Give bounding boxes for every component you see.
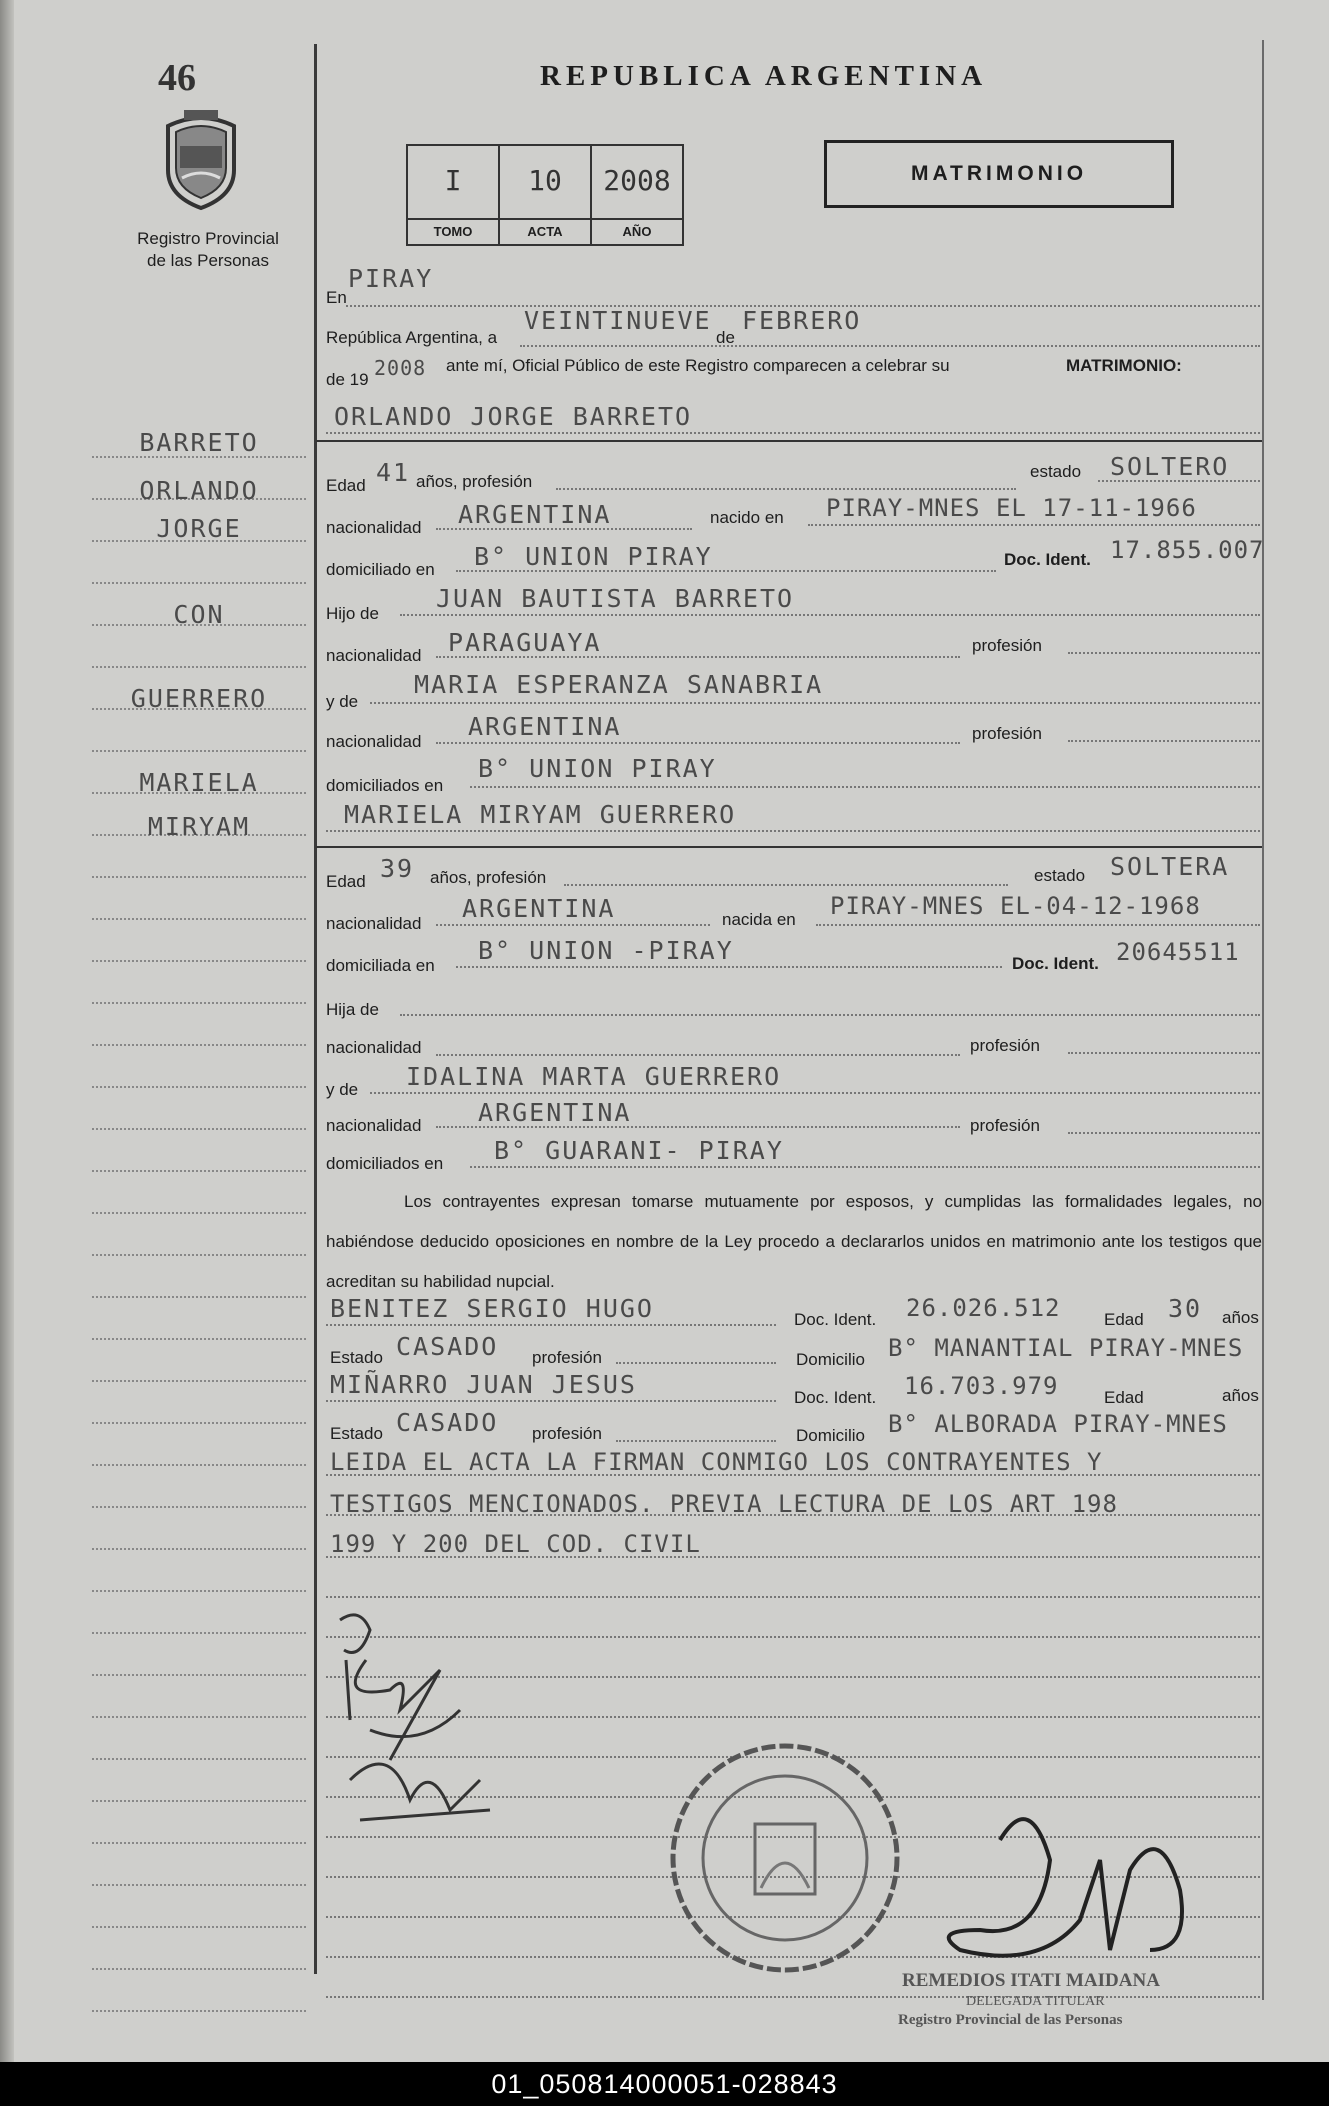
right-border	[1262, 40, 1264, 2000]
domiciliado-en-label: domiciliado en	[326, 560, 435, 579]
c2-estado: SOLTERA	[1110, 852, 1230, 881]
t2-domicilio: B° ALBORADA PIRAY-MNES	[888, 1410, 1228, 1438]
profesion-label: profesión	[972, 724, 1042, 743]
c1-padre: JUAN BAUTISTA BARRETO	[436, 584, 795, 613]
c2-edad: 39	[380, 854, 415, 883]
official-name: REMEDIOS ITATI MAIDANA	[902, 1970, 1160, 1991]
nacionalidad-label: nacionalidad	[326, 914, 422, 933]
margin-rule	[92, 1464, 306, 1466]
body-rule	[326, 1556, 1260, 1558]
margin-rule	[92, 960, 306, 962]
t2-name: MIÑARRO JUAN JESUS	[330, 1370, 637, 1399]
acta-value: 10	[528, 164, 562, 197]
margin-rule	[92, 1044, 306, 1046]
c2-doc: 20645511	[1116, 938, 1240, 966]
domiciliados-en-label: domiciliados en	[326, 1154, 444, 1173]
margin-rule	[92, 1170, 306, 1172]
profesion-label: profesión	[972, 636, 1042, 655]
intro-text: ante mí, Oficial Público de este Registro comparecen a celebrar su	[446, 356, 950, 375]
margin-name: JORGE	[156, 514, 242, 543]
official-registry: Registro Provincial de las Personas	[898, 2012, 1123, 2028]
margin-rule	[92, 1758, 306, 1760]
t2-estado: CASADO	[396, 1408, 499, 1437]
de-label: de	[716, 328, 735, 347]
profesion-label: profesión	[532, 1348, 602, 1367]
footer-id: 01_050814000051-028843	[0, 2062, 1329, 2106]
profesion-label: profesión	[532, 1424, 602, 1443]
margin-rule	[92, 1926, 306, 1928]
margin-name: GUERRERO	[130, 684, 268, 713]
c1-nacionalidad: ARGENTINA	[458, 500, 612, 529]
anio-label: AÑO	[592, 218, 682, 244]
margin-rule	[92, 1716, 306, 1718]
t1-edad: 30	[1168, 1294, 1203, 1323]
margin-rule	[92, 1884, 306, 1886]
c1-estado: SOLTERO	[1110, 452, 1230, 481]
body-rule	[326, 1996, 1260, 1998]
margin-rule	[92, 1632, 306, 1634]
profesion-label: profesión	[970, 1116, 1040, 1135]
margin-rule	[92, 582, 306, 584]
nacionalidad-label: nacionalidad	[326, 646, 422, 665]
margin-rule	[92, 1422, 306, 1424]
estado-label: estado	[1034, 866, 1086, 885]
document-type-box: MATRIMONIO	[824, 140, 1174, 208]
margin-divider	[314, 44, 317, 1974]
margin-rule	[92, 1086, 306, 1088]
registry-label-line-2: de las Personas	[147, 251, 269, 270]
page-title: REPUBLICA ARGENTINA	[540, 60, 988, 92]
margin-rule	[92, 1254, 306, 1256]
de19-label: de 19	[326, 370, 369, 389]
c2-nacionalidad: ARGENTINA	[462, 894, 616, 923]
domicilio-label: Domicilio	[796, 1350, 865, 1369]
margin-rule	[92, 666, 306, 668]
t1-name: BENITEZ SERGIO HUGO	[330, 1294, 654, 1323]
provincial-registry-seal-icon	[160, 108, 242, 212]
domicilio-label: Domicilio	[796, 1426, 865, 1445]
margin-name: BARRETO	[139, 428, 259, 457]
margin-rule	[92, 1548, 306, 1550]
margin-rule	[92, 1968, 306, 1970]
edad-label: Edad	[1104, 1388, 1144, 1407]
margin-name: MARIELA	[139, 768, 259, 797]
edad-label: Edad	[1104, 1310, 1144, 1329]
anio-cell	[592, 146, 682, 244]
closing-line: 199 Y 200 DEL COD. CIVIL	[330, 1530, 701, 1558]
anio-written: 2008	[374, 356, 427, 380]
c2-padres-domicilio: B° GUARANI- PIRAY	[494, 1136, 784, 1165]
margin-rule	[92, 1128, 306, 1130]
domiciliada-en-label: domiciliada en	[326, 956, 435, 975]
y-de-label: y de	[326, 1080, 359, 1099]
book-binding	[0, 0, 14, 2062]
estado-label: Estado	[330, 1424, 383, 1443]
margin-rule	[92, 1842, 306, 1844]
anos-label: años	[1222, 1308, 1259, 1327]
margin-name: ORLANDO	[139, 476, 259, 505]
margin-rule	[92, 918, 306, 920]
doc-ident-label: Doc. Ident.	[1004, 550, 1091, 569]
nacionalidad-label: nacionalidad	[326, 518, 422, 537]
edad-label: Edad	[326, 872, 366, 891]
c1-madre: MARIA ESPERANZA SANABRIA	[414, 670, 824, 699]
t1-estado: CASADO	[396, 1332, 499, 1361]
margin-rule	[92, 876, 306, 878]
estado-label: Estado	[330, 1348, 383, 1367]
anos-profesion-label: años, profesión	[416, 472, 533, 491]
margin-rule	[92, 1338, 306, 1340]
margin-rule	[92, 1212, 306, 1214]
anos-profesion-label: años, profesión	[430, 868, 547, 887]
signatures	[330, 1610, 520, 1850]
nacionalidad-label: nacionalidad	[326, 1038, 422, 1057]
official-circular-stamp-icon	[665, 1738, 905, 1978]
profesion-label: profesión	[970, 1036, 1040, 1055]
c2-nacida-en: PIRAY-MNES EL-04-12-1968	[830, 892, 1201, 920]
matrimonio-word: MATRIMONIO:	[1066, 356, 1182, 375]
margin-rule	[92, 1590, 306, 1592]
official-signature	[920, 1800, 1220, 1980]
c1-madre-nac: ARGENTINA	[468, 712, 622, 741]
margin-name: CON	[173, 600, 225, 629]
contrayente2-name: MARIELA MIRYAM GUERRERO	[344, 800, 737, 829]
c2-madre-nac: ARGENTINA	[478, 1098, 632, 1127]
doc-ident-label: Doc. Ident.	[1012, 954, 1099, 973]
anio-value: 2008	[603, 164, 671, 197]
margin-rule	[92, 1506, 306, 1508]
republica-label: República Argentina, a	[326, 328, 498, 347]
nacida-en-label: nacida en	[722, 910, 796, 929]
tomo-value: I	[444, 164, 462, 197]
margin-rule	[92, 1800, 306, 1802]
closing-line: LEIDA EL ACTA LA FIRMAN CONMIGO LOS CONTRAYENTES Y	[330, 1448, 1103, 1476]
doc-ident-label: Doc. Ident.	[794, 1388, 877, 1407]
c1-padres-domicilio: B° UNION PIRAY	[478, 754, 717, 783]
declaration-text: Los contrayentes expresan tomarse mutuamente por esposos, y cumplidas las formalidades legales, no habiéndose deducido oposiciones en nombre de la Ley procedo a declararlos unidos en matrimonio ante los testigos que acreditan su habilidad nupcial.	[326, 1192, 1262, 1291]
closing-line: TESTIGOS MENCIONADOS. PREVIA LECTURA DE LOS ART 198	[330, 1490, 1118, 1518]
mes-value: FEBRERO	[742, 306, 862, 335]
margin-rule	[92, 1002, 306, 1004]
nacionalidad-label: nacionalidad	[326, 1116, 422, 1135]
c1-padre-nac: PARAGUAYA	[448, 628, 602, 657]
hija-de-label: Hija de	[326, 1000, 379, 1019]
c2-domicilio: B° UNION -PIRAY	[478, 936, 734, 965]
c1-edad: 41	[376, 458, 411, 487]
nacionalidad-label: nacionalidad	[326, 732, 422, 751]
margin-name: MIRYAM	[147, 812, 251, 841]
tomo-cell	[408, 146, 500, 244]
body-rule	[326, 1596, 1260, 1598]
c1-nacido-en: PIRAY-MNES EL 17-11-1966	[826, 494, 1197, 522]
margin-rule	[92, 750, 306, 752]
body-rule	[326, 1474, 1260, 1476]
en-label: En	[326, 288, 347, 307]
doc-ident-label: Doc. Ident.	[794, 1310, 877, 1329]
registry-label-line-1: Registro Provincial	[137, 229, 279, 248]
margin-rule	[92, 1296, 306, 1298]
tomo-acta-year-box	[406, 144, 684, 246]
official-role: DELEGADA TITULAR	[966, 1994, 1105, 2009]
t2-doc: 16.703.979	[904, 1372, 1059, 1400]
y-de-label: y de	[326, 692, 359, 711]
dia-value: VEINTINUEVE	[524, 306, 712, 335]
domiciliados-en-label: domiciliados en	[326, 776, 444, 795]
margin-rule	[92, 1674, 306, 1676]
tomo-label: TOMO	[408, 218, 498, 244]
hijo-de-label: Hijo de	[326, 604, 379, 623]
anos-label: años	[1222, 1386, 1259, 1405]
c2-madre: IDALINA MARTA GUERRERO	[406, 1062, 782, 1091]
acta-cell	[500, 146, 592, 244]
edad-label: Edad	[326, 476, 366, 495]
t1-doc: 26.026.512	[906, 1294, 1061, 1322]
body-rule	[326, 1514, 1260, 1516]
margin-rule	[92, 2010, 306, 2012]
en-value: PIRAY	[348, 264, 434, 293]
page-number: 46	[158, 57, 196, 99]
acta-label: ACTA	[500, 218, 590, 244]
nacido-en-label: nacido en	[710, 508, 784, 527]
contrayente1-name: ORLANDO JORGE BARRETO	[334, 402, 693, 431]
c1-doc: 17.855.007	[1110, 536, 1265, 564]
t1-domicilio: B° MANANTIAL PIRAY-MNES	[888, 1334, 1244, 1362]
c1-domicilio: B° UNION PIRAY	[474, 542, 713, 571]
registry-label	[108, 228, 308, 272]
margin-rule	[92, 1380, 306, 1382]
estado-label: estado	[1030, 462, 1082, 481]
